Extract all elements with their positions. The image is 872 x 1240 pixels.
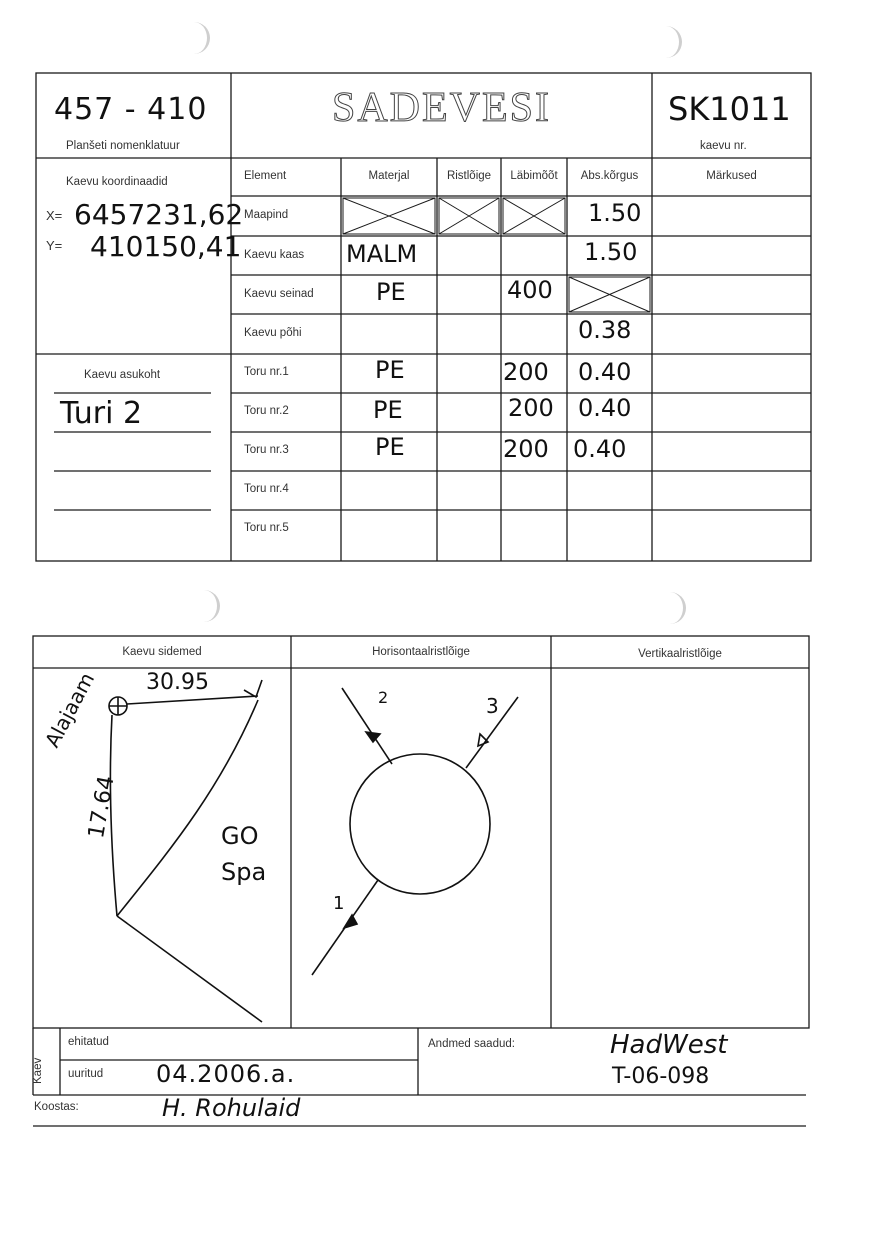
compiled-label: Koostas: [34,1101,79,1113]
row-elevation: 0.40 [578,394,632,422]
header-material: Materjal [368,170,410,182]
row-elevation: 0.38 [578,316,632,344]
data-source-label: Andmed saadud: [428,1038,515,1050]
substation-note: Alajaam [40,668,100,752]
y-label: Y= [46,238,63,253]
row-material: PE [375,356,405,384]
compiled-value: H. Rohulaid [162,1094,301,1122]
row-element: Toru nr.3 [244,444,289,456]
row-diameter: 200 [503,358,549,386]
row-element: Toru nr.1 [244,366,289,378]
pipe-3-label: 3 [486,694,499,718]
row-diameter: 200 [503,435,549,463]
row-material: PE [375,433,405,461]
row-element: Kaevu põhi [244,327,302,339]
row-diameter: 400 [507,276,553,304]
data-source-code: T-06-098 [612,1064,710,1089]
header-remarks: Märkused [706,170,757,182]
note-spa: Spa [221,858,267,886]
row-material: MALM [346,240,418,268]
row-material: PE [376,278,406,306]
well-number-value: SK1011 [668,90,791,128]
row-element: Toru nr.5 [244,522,289,534]
y-coordinate-value: 410150,41 [90,230,242,263]
page-title: SADEVESI [331,85,551,131]
pipe-2-label: 2 [378,688,389,707]
vertical-section-heading: Vertikaalristlõige [638,648,722,660]
location-label: Kaevu asukoht [84,369,161,381]
coordinates-label: Kaevu koordinaadid [66,176,168,188]
row-diameter: 200 [508,394,554,422]
nomenclature-label: Planšeti nomenklatuur [66,140,180,152]
row-element: Maapind [244,209,289,221]
dimension-left: 17.64 [84,773,120,841]
well-connections-sketch [109,680,262,1022]
horizontal-section-sketch [312,688,518,975]
surveyed-value: 04.2006.a. [156,1060,296,1088]
location-value: Turi 2 [60,396,143,431]
row-element: Kaevu kaas [244,249,305,261]
header-elevation: Abs.kõrgus [580,170,639,182]
dimension-top: 30.95 [146,670,209,695]
row-material: PE [373,396,403,424]
row-elevation: 0.40 [578,358,632,386]
row-element: Toru nr.4 [244,483,289,495]
x-coordinate-value: 6457231,62 [74,198,244,231]
row-element: Toru nr.2 [244,405,289,417]
well-side-label: Kaev [32,1057,44,1084]
row-elevation: 1.50 [588,199,642,227]
header-element: Element [244,170,287,182]
built-label: ehitatud [68,1036,109,1048]
well-number-label: kaevu nr. [700,140,747,152]
header-section: Ristlõige [446,170,492,182]
header-diameter: Läbimõõt [510,170,558,182]
row-elevation: 0.40 [573,435,627,463]
surveyed-label: uuritud [68,1068,104,1080]
row-elevation: 1.50 [584,238,638,266]
pipe-1-label: 1 [333,893,345,914]
nomenclature-value: 457 - 410 [54,92,208,127]
horizontal-section-heading: Horisontaalristlõige [372,646,470,658]
connections-heading: Kaevu sidemed [122,646,202,658]
data-source-value: HadWest [610,1030,728,1060]
x-label: X= [46,208,63,223]
row-element: Kaevu seinad [244,288,314,300]
note-go: GO [221,822,259,850]
